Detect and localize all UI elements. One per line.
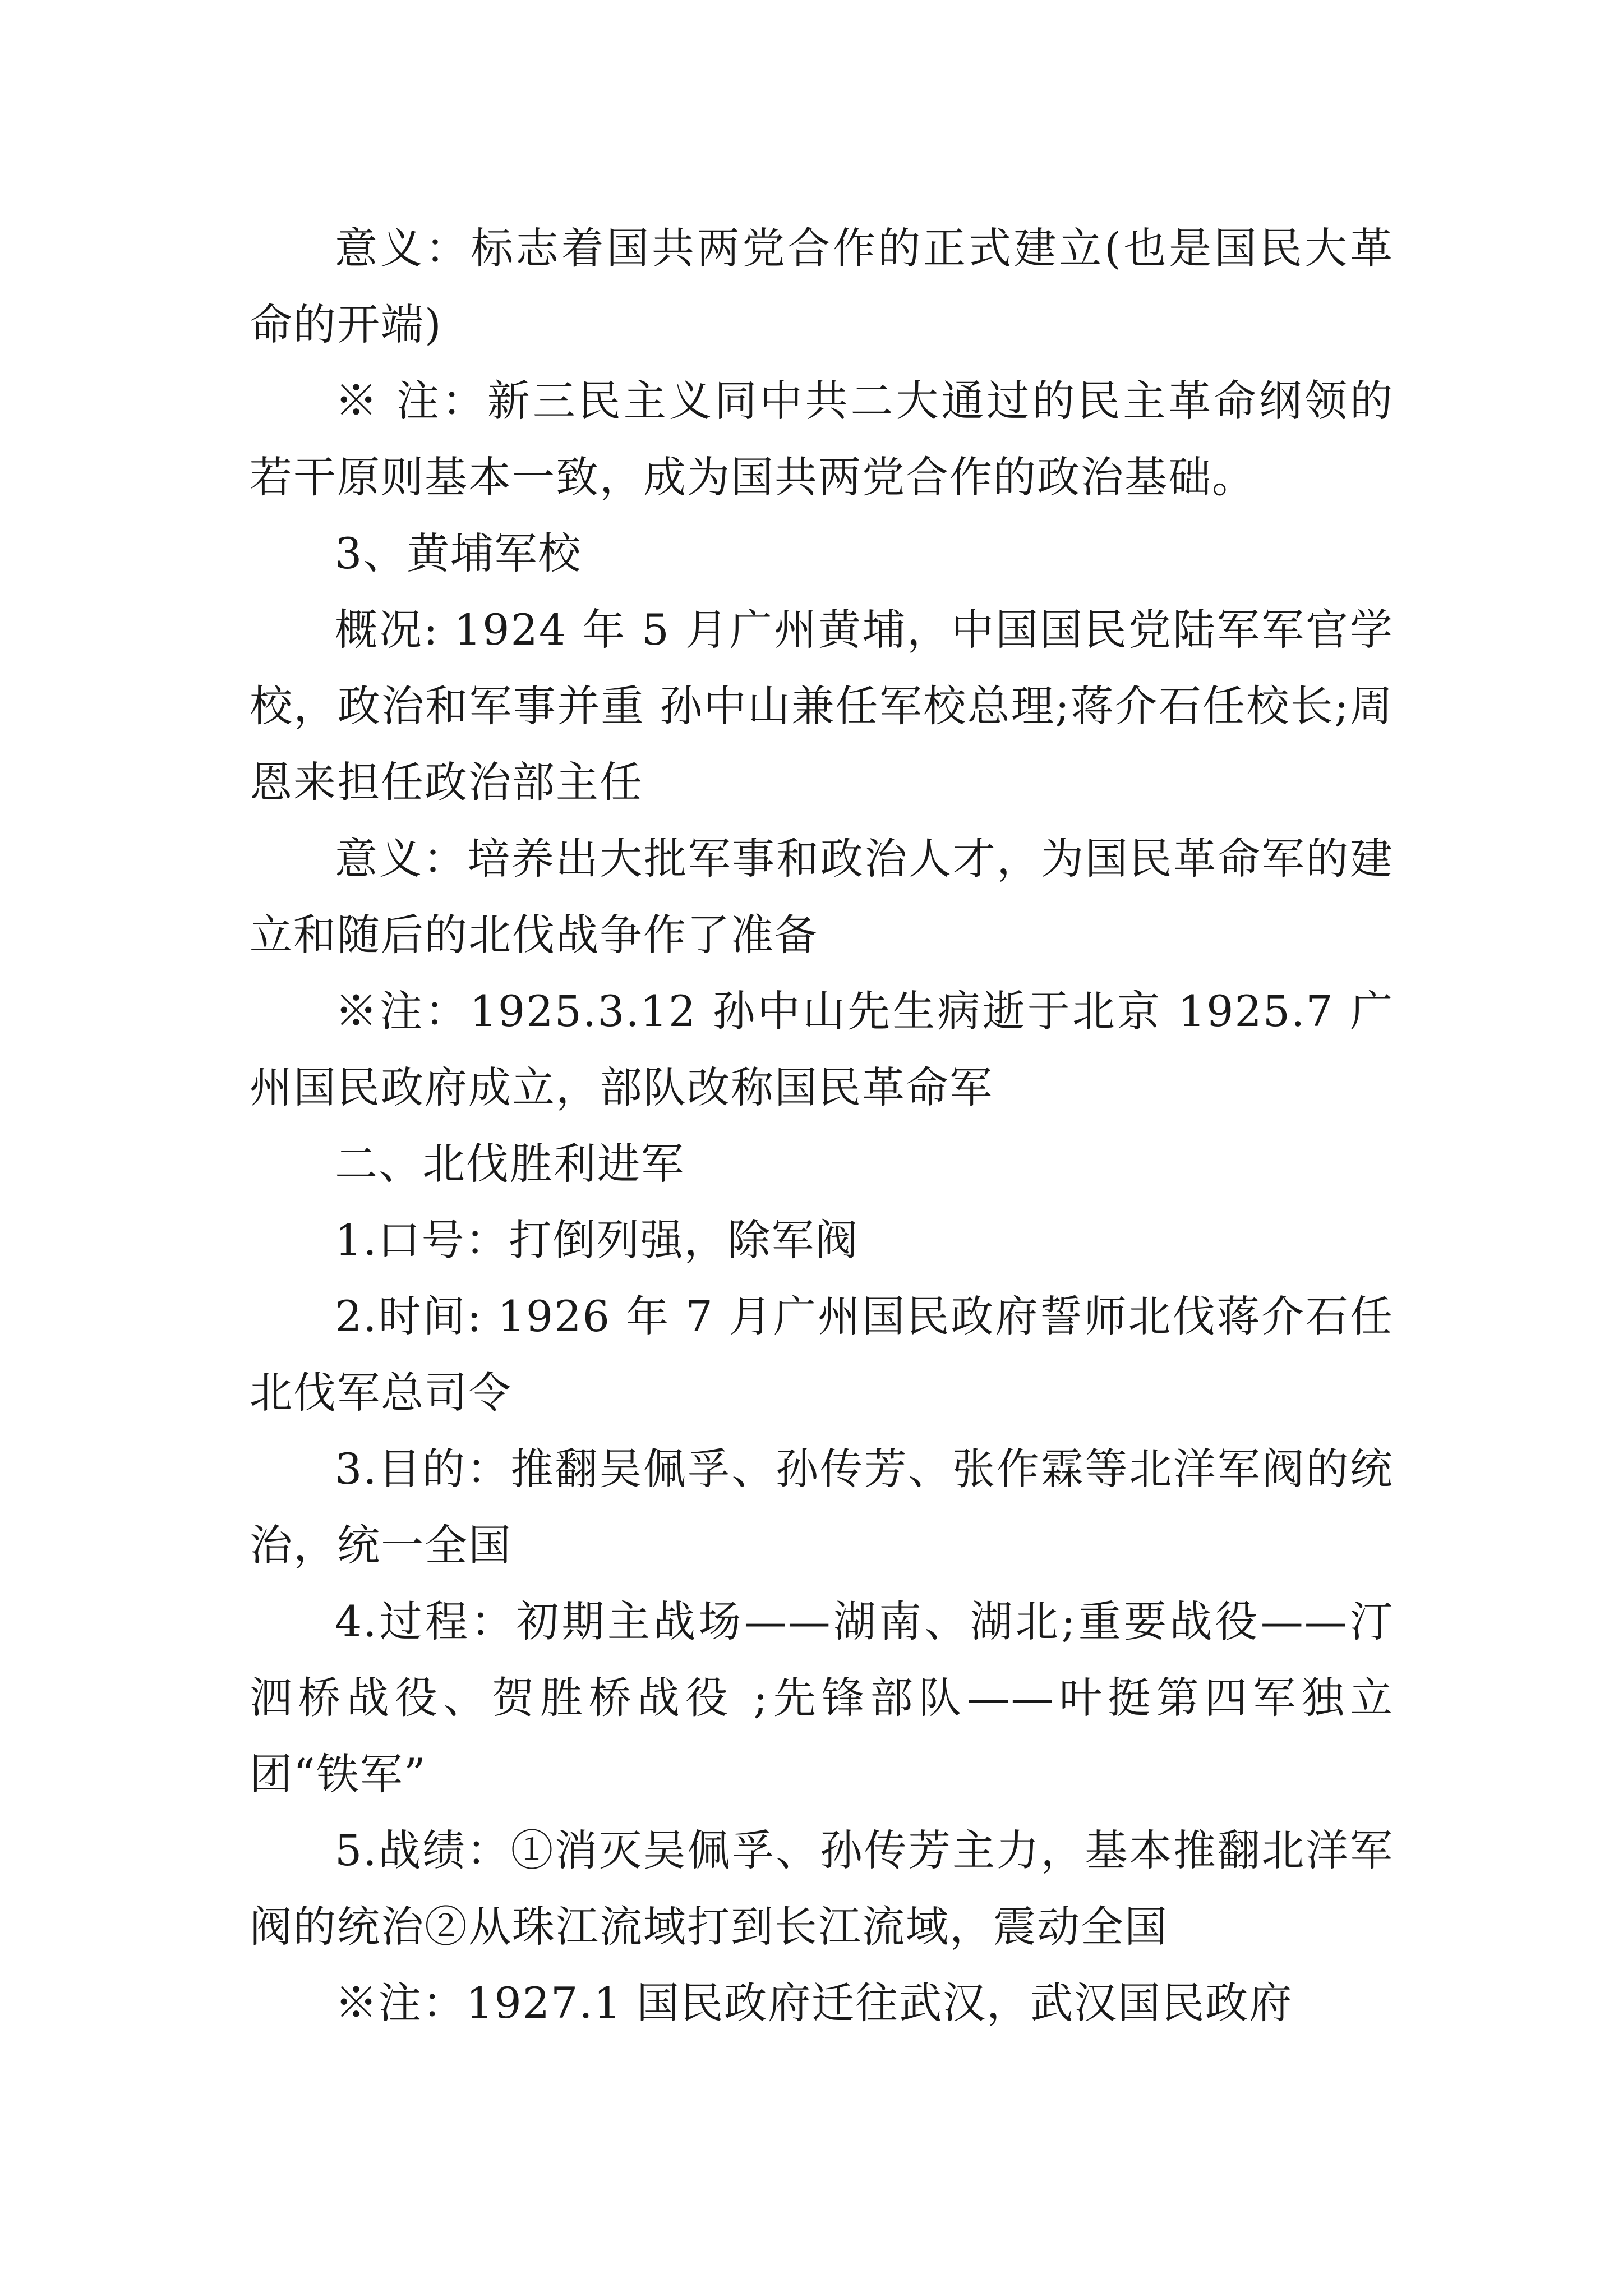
- paragraph-whampoa-overview: 概况: 1924 年 5 月广州黄埔，中国国民党陆军军官学校，政治和军事并重 孙中山兼任军校总理;蒋介石任校长;周恩来担任政治部主任: [250, 605, 1394, 807]
- paragraph-note-1927: ※注：1927.1 国民政府迁往武汉，武汉国民政府: [335, 1978, 1293, 2028]
- paragraph-whampoa-significance: 意义：培养出大批军事和政治人才，为国民革命军的建立和随后的北伐战争作了准备: [250, 834, 1394, 960]
- section-heading-whampoa: 3、黄埔军校: [335, 528, 582, 578]
- list-item-purpose: 3.目的：推翻吴佩孚、孙传芳、张作霖等北洋军阀的统治，统一全国: [250, 1444, 1394, 1570]
- paragraph-note-three-principles: ※ 注：新三民主义同中共二大通过的民主革命纲领的若干原则基本一致，成为国共两党合作的政治基础。: [250, 376, 1394, 502]
- list-item-achievements: 5.战绩：①消灭吴佩孚、孙传芳主力，基本推翻北洋军阀的统治②从珠江流域打到长江流域，震动全国: [250, 1825, 1394, 1952]
- list-item-process: 4.过程：初期主战场——湖南、湖北;重要战役——汀泗桥战役、贺胜桥战役 ;先锋部队——叶挺第四军独立团“铁军”: [250, 1596, 1394, 1799]
- paragraph-note-1925: ※注：1925.3.12 孙中山先生病逝于北京 1925.7 广州国民政府成立，部队改称国民革命军: [250, 986, 1394, 1112]
- list-item-time: 2.时间: 1926 年 7 月广州国民政府誓师北伐蒋介石任北伐军总司令: [250, 1291, 1394, 1418]
- section-heading-northern-expedition: 二、北伐胜利进军: [335, 1139, 685, 1189]
- paragraph-significance-cooperation: 意义：标志着国共两党合作的正式建立(也是国民大革命的开端): [250, 223, 1394, 349]
- list-item-slogan: 1.口号：打倒列强，除军阀: [335, 1215, 859, 1265]
- document-body: [250, 210, 1394, 2041]
